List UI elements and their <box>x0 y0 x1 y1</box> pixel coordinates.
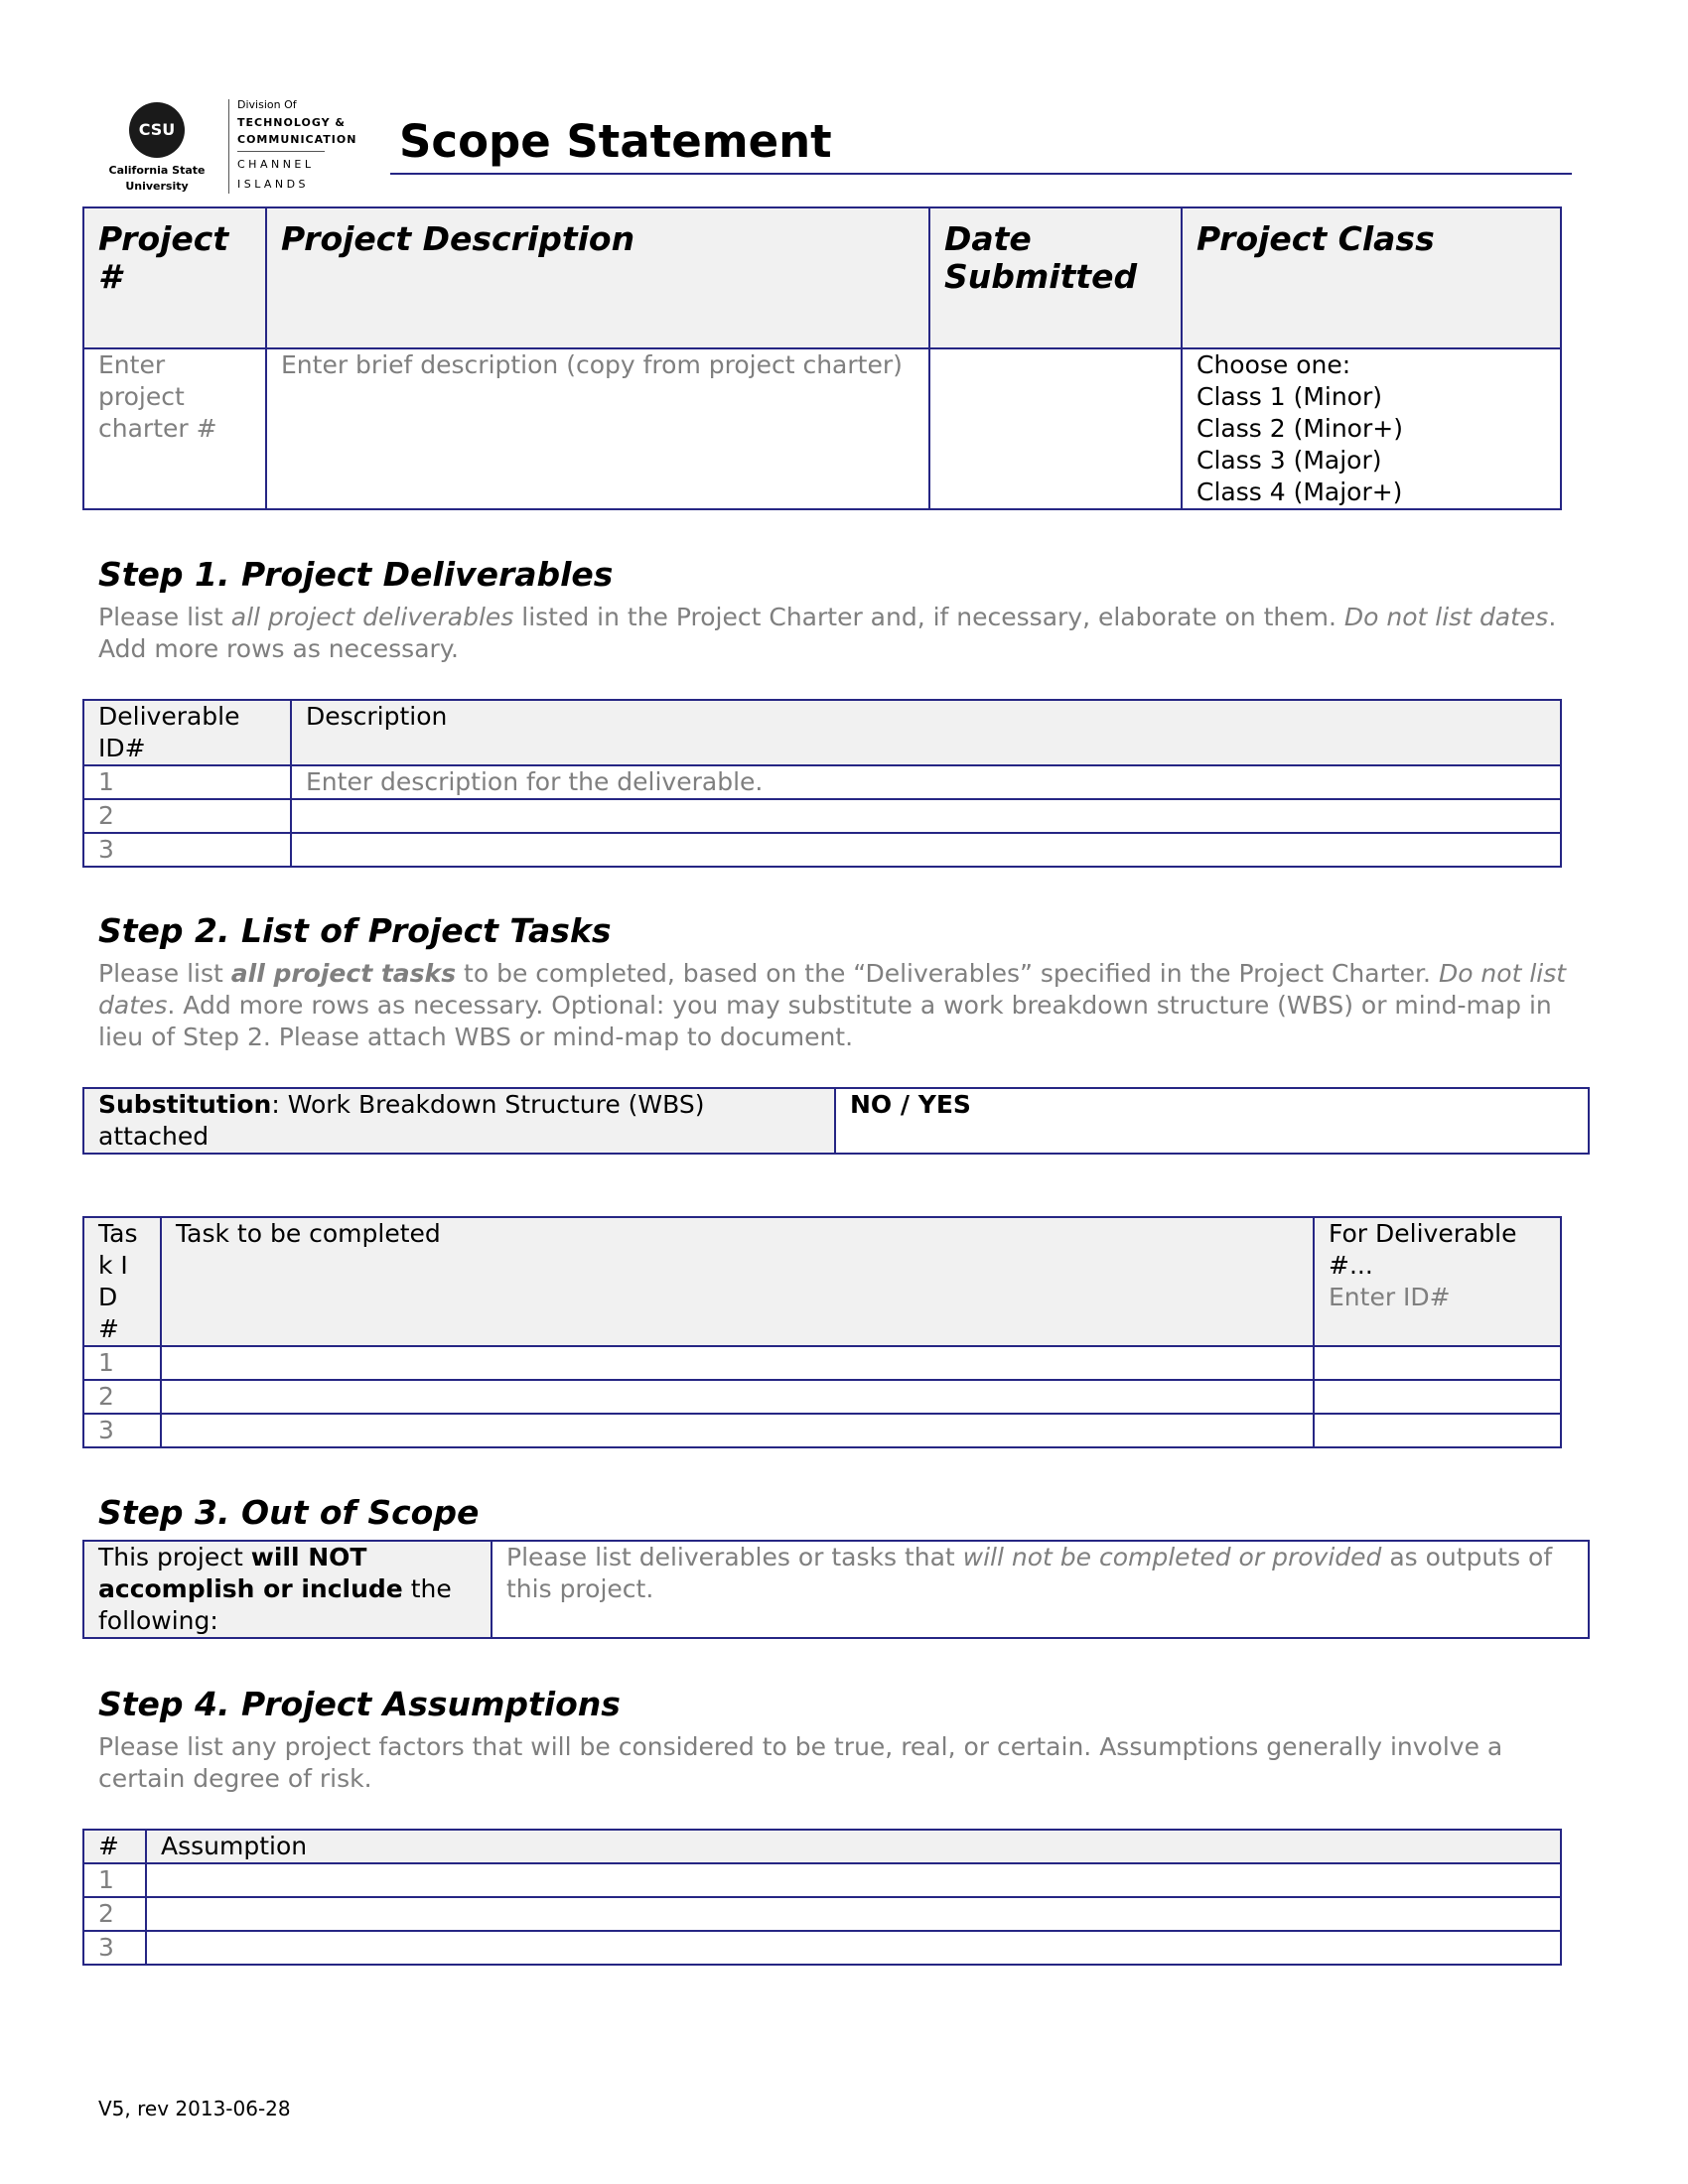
wbs-substitution-table <box>82 1087 1590 1155</box>
table-row <box>83 1863 1561 1897</box>
title-underline <box>390 173 1572 175</box>
step4-heading: Step 4. Project Assumptions <box>98 1685 621 1723</box>
header-project-description: Project Description <box>266 207 929 348</box>
task-field[interactable] <box>161 1414 1314 1447</box>
deliverable-id: 1 <box>83 765 291 799</box>
header-task-id: Task ID # <box>83 1217 161 1346</box>
deliverable-id-placeholder: Enter ID# <box>1329 1283 1451 1311</box>
deliverables-table <box>82 699 1562 868</box>
table-row <box>83 1931 1561 1965</box>
page-title: Scope Statement <box>399 115 832 168</box>
assumption-field[interactable] <box>146 1931 1561 1965</box>
footer-version: V5, rev 2013-06-28 <box>98 2097 291 2120</box>
text: Please list <box>98 959 231 988</box>
header-date-submitted: Date Submitted <box>929 207 1182 348</box>
class-prompt: Choose one: <box>1196 350 1351 379</box>
project-info-table <box>82 206 1562 510</box>
assumption-field[interactable] <box>146 1863 1561 1897</box>
step1-description <box>98 602 1588 665</box>
logo-channel: C H A N N E L <box>237 158 311 171</box>
table-row <box>83 765 1561 799</box>
deliverable-description-field[interactable] <box>291 799 1561 833</box>
substitution-label <box>83 1088 835 1154</box>
step4-description: Please list any project factors that will be considered to be true, real, or certain. Assumptions generally involve a certain degree of risk. <box>98 1732 1503 1793</box>
class-option[interactable]: Class 1 (Minor) <box>1196 382 1383 411</box>
header-project-number: Project # <box>83 207 266 348</box>
text: Please list deliverables or tasks that <box>506 1543 963 1571</box>
header-assumption: Assumption <box>146 1830 1561 1863</box>
text-emphasis: Do not list dates <box>1343 603 1549 631</box>
header-task: Task to be completed <box>161 1217 1314 1346</box>
header-description: Description <box>291 700 1561 765</box>
step2-description <box>98 958 1588 1053</box>
deliverable-id: 2 <box>83 799 291 833</box>
class-option[interactable]: Class 4 (Major+) <box>1196 478 1403 506</box>
text: . Add more rows as necessary. <box>98 603 1557 663</box>
logo-university: California State <box>108 164 206 177</box>
header-for-deliverable-label: For Deliverable #... <box>1329 1219 1517 1280</box>
task-deliverable-field[interactable] <box>1314 1346 1561 1380</box>
project-description-field[interactable]: Enter brief description (copy from project charter) <box>266 348 929 509</box>
deliverable-description-field[interactable]: Enter description for the deliverable. <box>291 765 1561 799</box>
out-of-scope-label <box>83 1541 492 1638</box>
task-id: 3 <box>83 1414 161 1447</box>
csu-seal-icon: CSU <box>129 102 185 158</box>
logo-university-2: University <box>125 180 189 193</box>
text: the following: <box>98 1574 452 1635</box>
text-emphasis: will not be completed or provided <box>962 1543 1382 1571</box>
table-row <box>83 1414 1561 1447</box>
substitution-label-text: : Work Breakdown Structure (WBS) attached <box>98 1090 705 1151</box>
text-emphasis: Do not list dates <box>98 959 1567 1020</box>
out-of-scope-table <box>82 1540 1590 1639</box>
task-id: 2 <box>83 1380 161 1414</box>
step2-heading: Step 2. List of Project Tasks <box>98 911 612 950</box>
text-emphasis: all project tasks <box>230 959 457 988</box>
table-row <box>83 1346 1561 1380</box>
text: to be completed, based on the “Deliverables” specified in the Project Charter. <box>456 959 1439 988</box>
logo-division: Division Of <box>237 98 297 111</box>
logo-islands: I S L A N D S <box>237 178 306 191</box>
text: . Add more rows as necessary. Optional: you may substitute a work breakdown structure (WBS) or mind-map in lieu of Step 2. Please attach WBS or mind-map to document. <box>98 991 1552 1051</box>
logo-divider <box>228 99 229 194</box>
assumption-id: 2 <box>83 1897 146 1931</box>
logo-rule <box>237 151 325 152</box>
table-row <box>83 1897 1561 1931</box>
header-project-class: Project Class <box>1182 207 1561 348</box>
assumption-field[interactable] <box>146 1897 1561 1931</box>
logo-tech: TECHNOLOGY & <box>237 116 346 129</box>
step3-heading: Step 3. Out of Scope <box>98 1493 480 1532</box>
project-class-field[interactable] <box>1182 348 1561 509</box>
text: listed in the Project Charter and, if necessary, elaborate on them. <box>513 603 1344 631</box>
table-row <box>83 833 1561 867</box>
class-option[interactable]: Class 3 (Major) <box>1196 446 1382 475</box>
header-for-deliverable <box>1314 1217 1561 1346</box>
assumption-id: 3 <box>83 1931 146 1965</box>
text-emphasis: all project deliverables <box>230 603 514 631</box>
task-field[interactable] <box>161 1346 1314 1380</box>
logo-comm: COMMUNICATION <box>237 133 357 146</box>
out-of-scope-field[interactable] <box>492 1541 1589 1638</box>
deliverable-description-field[interactable] <box>291 833 1561 867</box>
text: Please list <box>98 603 231 631</box>
task-id: 1 <box>83 1346 161 1380</box>
table-row <box>83 799 1561 833</box>
assumptions-table <box>82 1829 1562 1966</box>
text-bold: will NOT accomplish or include <box>98 1543 403 1603</box>
class-option[interactable]: Class 2 (Minor+) <box>1196 414 1403 443</box>
substitution-choice[interactable]: NO / YES <box>835 1088 1589 1154</box>
text: as outputs of this project. <box>506 1543 1553 1603</box>
date-submitted-field[interactable] <box>929 348 1182 509</box>
text: This project <box>98 1543 251 1571</box>
table-row <box>83 1380 1561 1414</box>
task-deliverable-field[interactable] <box>1314 1414 1561 1447</box>
step1-heading: Step 1. Project Deliverables <box>98 555 614 594</box>
task-field[interactable] <box>161 1380 1314 1414</box>
header-deliverable-id: Deliverable ID# <box>83 700 291 765</box>
deliverable-id: 3 <box>83 833 291 867</box>
project-number-field[interactable]: Enter project charter # <box>83 348 266 509</box>
header-number: # <box>83 1830 146 1863</box>
assumption-id: 1 <box>83 1863 146 1897</box>
csu-logo <box>91 94 389 204</box>
task-deliverable-field[interactable] <box>1314 1380 1561 1414</box>
tasks-table <box>82 1216 1562 1448</box>
substitution-label-bold: Substitution <box>98 1090 272 1119</box>
